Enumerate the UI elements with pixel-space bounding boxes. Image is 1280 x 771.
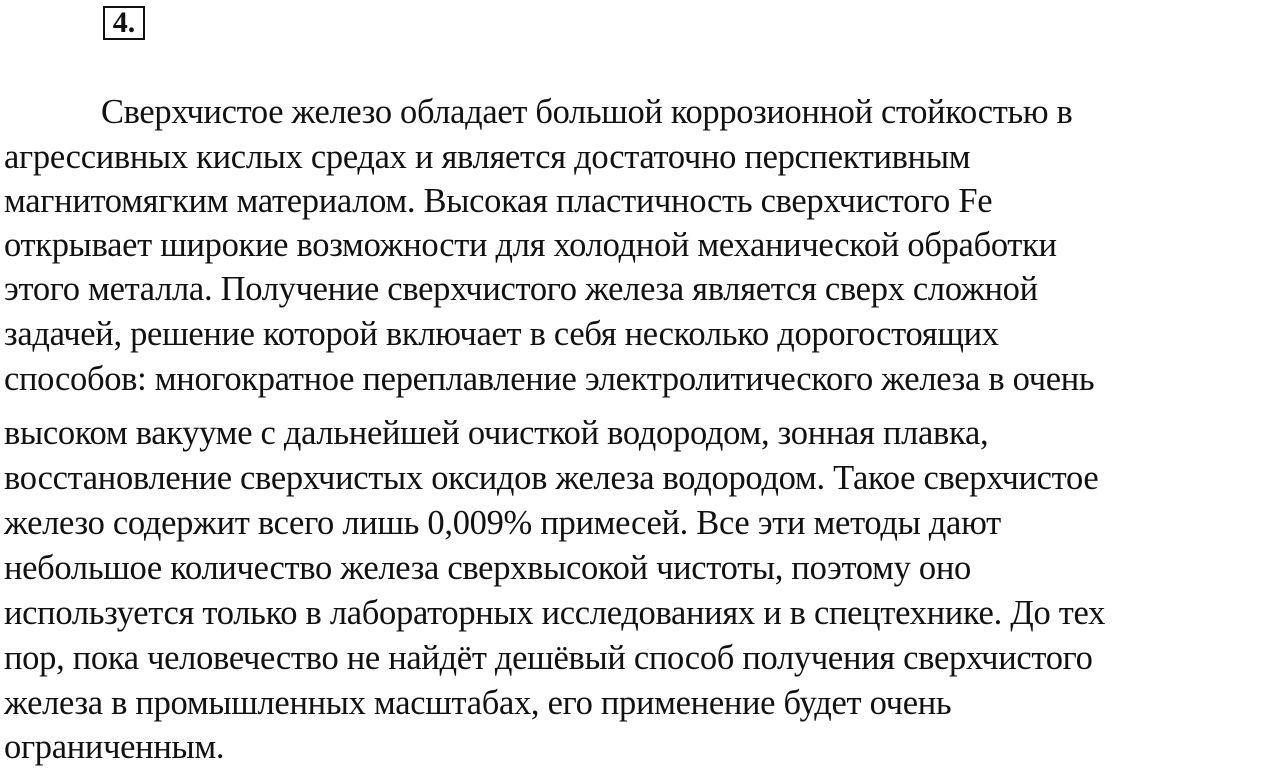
paragraph-line: Сверхчистое железо обладает большой коррозионной стойкостью в [101, 93, 1073, 131]
paragraph-line: способов: многократное переплавление электролитического железа в очень [4, 360, 1095, 398]
paragraph-line: высоком вакууме с дальнейшей очисткой водородом, зонная плавка, [4, 414, 989, 452]
paragraph-line: восстановление сверхчистых оксидов железа водородом. Такое сверхчистое [4, 459, 1099, 497]
paragraph-line: железо содержит всего лишь 0,009% примесей. Все эти методы дают [4, 504, 1001, 542]
paragraph-line: используется только в лабораторных исследованиях и в спецтехнике. До тех [4, 594, 1106, 632]
paragraph-line: задачей, решение которой включает в себя несколько дорогостоящих [4, 315, 999, 353]
paragraph-line: железа в промышленных масштабах, его применение будет очень [4, 684, 952, 722]
paragraph-line: небольшое количество железа сверхвысокой чистоты, поэтому оно [4, 549, 971, 587]
paragraph-line: агрессивных кислых средах и является достаточно перспективным [4, 138, 971, 176]
paragraph-line: пор, пока человечество не найдёт дешёвый способ получения сверхчистого [4, 639, 1093, 677]
section-number: 4. [103, 6, 145, 40]
paragraph-line: открывает широкие возможности для холодной механической обработки [4, 226, 1057, 264]
paragraph-line: магнитомягким материалом. Высокая пластичность сверхчистого Fe [4, 182, 993, 220]
paragraph-line: этого металла. Получение сверхчистого железа является сверх сложной [4, 270, 1038, 308]
paragraph-line: ограниченным. [4, 728, 225, 766]
